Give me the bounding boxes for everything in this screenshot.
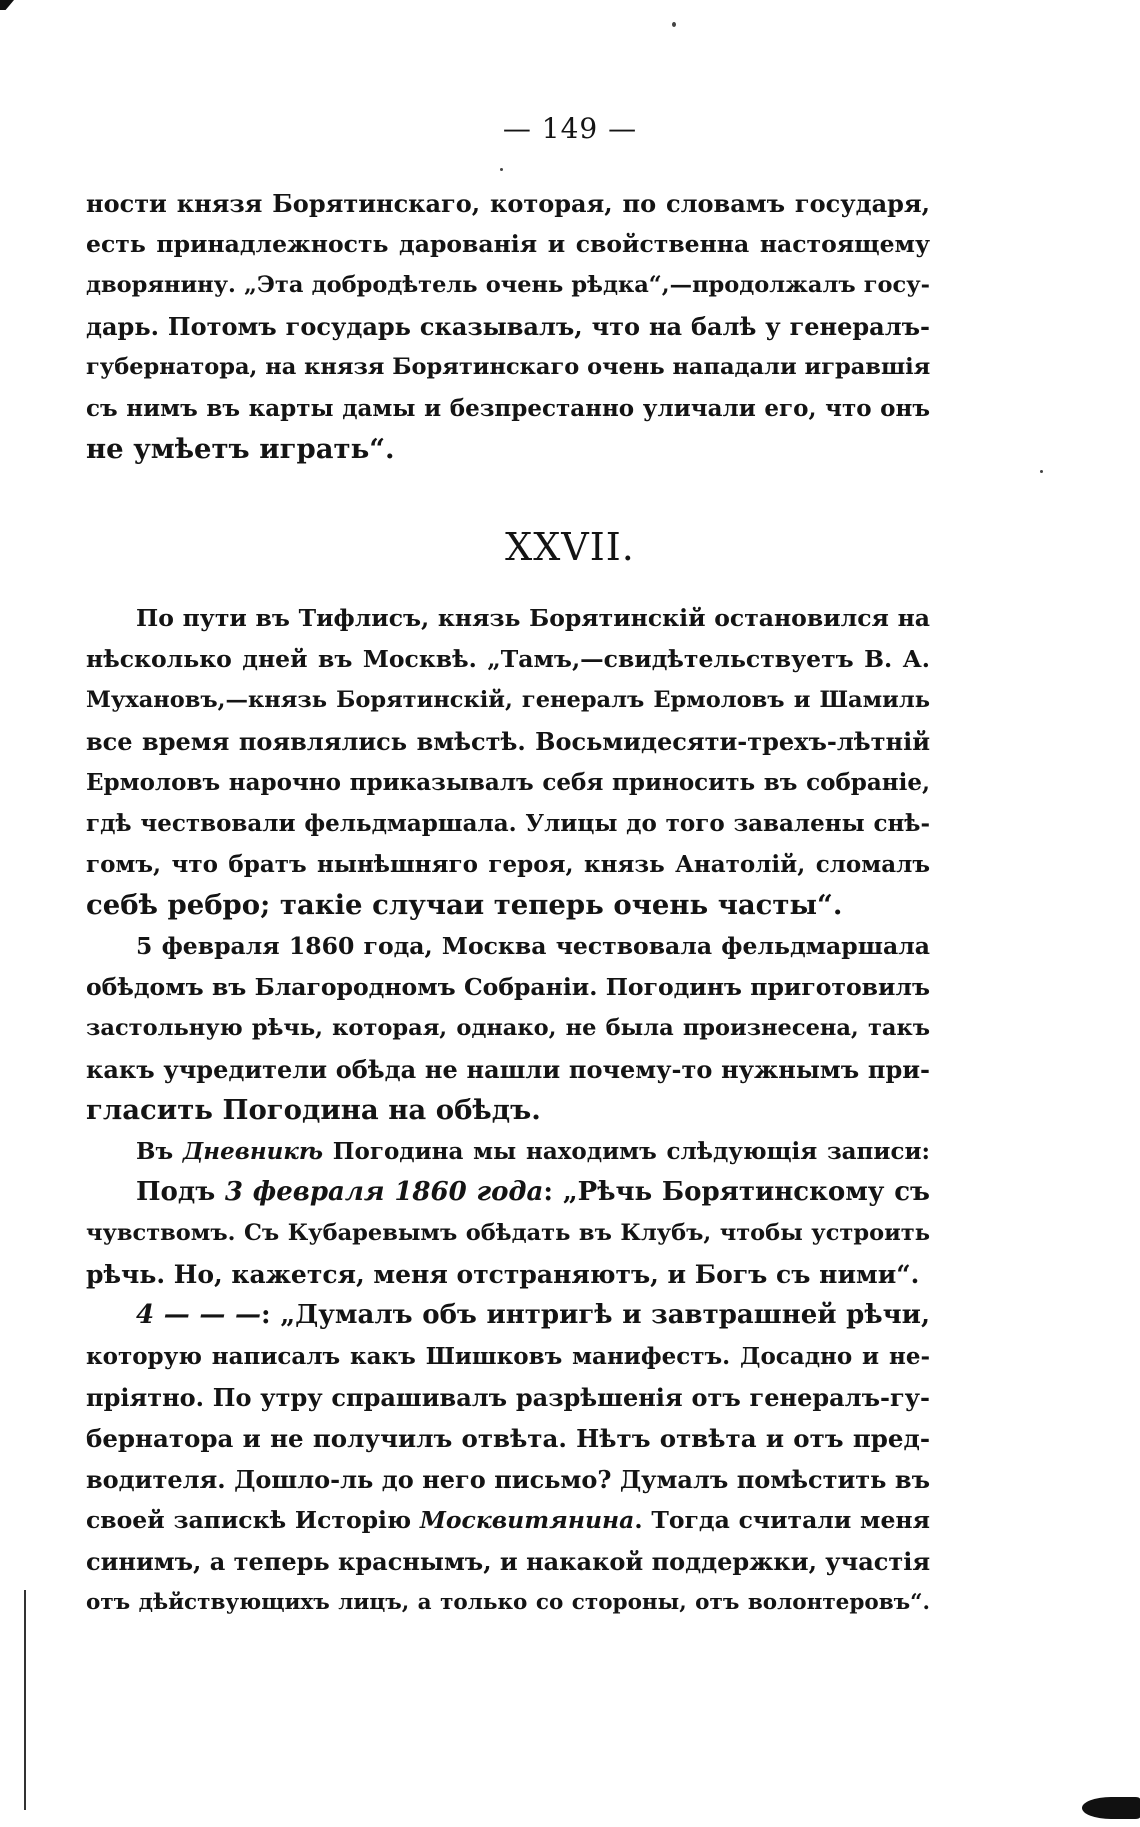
text-line: губернатора, на князя Борятинскаго очень нападали игравшія [86,354,931,380]
chapter-body [86,598,930,1623]
text-line: обѣдомъ въ Благородномъ Собраніи. Погодинъ приготовилъ [86,973,930,1001]
scan-left-edge [24,1590,26,1810]
text-line: чувствомъ. Съ Кубаревымъ обѣдать въ Клубъ, чтобы устроить [86,1220,930,1246]
scan-speck [1040,470,1043,473]
text-line: синимъ, а теперь краснымъ, и накакой поддержки, участія [86,1547,931,1576]
text-line: все время появлялись вмѣстѣ. Восьмидесяти-трехъ-лѣтній [86,727,930,756]
text-line-with-italic [86,1500,930,1541]
text-fragment: Подъ [136,1177,225,1207]
text-line: дворянину. „Эта добродѣтель очень рѣдка“,—продолжалъ госу- [86,272,930,298]
diary-entry-line [86,1172,930,1213]
text-fragment: Въ [136,1138,183,1165]
text-line: отъ дѣйствующихъ лицъ, а только со стороны, отъ волонтеровъ“. [86,1590,930,1615]
text-line: себѣ ребро; такіе случаи теперь очень часты“. [86,889,843,921]
text-line: ности князя Борятинскаго, которая, по словамъ государя, [86,189,930,218]
text-line: 5 февраля 1860 года, Москва чествовала фельдмаршала [136,932,930,960]
text-line: нѣсколько дней въ Москвѣ. „Тамъ,—свидѣтельствуетъ В. А. [86,645,930,673]
text-line: рѣчь. Но, кажется, меня отстраняютъ, и Богъ съ ними“. [86,1260,920,1289]
text-line: водителя. Дошло-ль до него письмо? Думалъ помѣстить въ [86,1465,930,1494]
italic-title: Москвитянина [419,1506,635,1534]
text-line: По пути въ Тифлисъ, князь Борятинскій остановился на [136,604,930,632]
text-line: не умѣетъ играть“. [86,433,395,465]
diary-intro-line [86,1131,930,1172]
text-line: застольную рѣчь, которая, однако, не была произнесена, такъ [86,1015,930,1041]
scan-smudge [1082,1797,1140,1819]
scan-speck [672,22,676,27]
text-fragment: : „Думалъ объ интригѣ и завтрашней рѣчи, [260,1300,931,1330]
text-fragment: своей запискѣ Исторію [86,1506,420,1534]
page-number: — 149 — [502,112,638,145]
scan-corner-mark [0,0,14,10]
text-fragment: Погодина мы находимъ слѣдующія записи: [323,1138,930,1165]
chapter-heading: XXVII. [505,525,635,569]
text-line: какъ учредители обѣда не нашли почему-то нужнымъ при- [86,1055,930,1084]
text-line: которую написалъ какъ Шишковъ манифестъ. Досадно и не- [86,1343,930,1370]
text-fragment: . Тогда считали меня [634,1506,930,1534]
text-line: гомъ, что братъ нынѣшняго героя, князь Анатолій, сломалъ [86,851,930,878]
scan-speck [500,168,503,171]
text-line: съ нимъ въ карты дамы и безпрестанно уличали его, что онъ [86,395,930,422]
text-line: Мухановъ,—князь Борятинскій, генералъ Ермоловъ и Шамиль [86,687,930,713]
continued-paragraph [86,183,930,470]
italic-date: 4 — — — [136,1300,261,1330]
text-line: пріятно. По утру спрашивалъ разрѣшенія отъ генералъ-гу- [86,1383,930,1412]
italic-title: Дневникѣ [182,1138,324,1165]
text-line: Ермоловъ нарочно приказывалъ себя приносить въ собраніе, [86,769,930,796]
text-line: дарь. Потомъ государь сказывалъ, что на балѣ у генералъ- [86,312,930,341]
text-line: бернатора и не получилъ отвѣта. Нѣтъ отвѣта и отъ пред- [86,1424,930,1453]
text-line: есть принадлежность дарованія и свойственна настоящему [86,230,930,258]
diary-entry-line [86,1295,930,1336]
text-line: гдѣ чествовали фельдмаршала. Улицы до того завалены снѣ- [86,810,930,837]
text-line: гласить Погодина на обѣдъ. [86,1094,541,1126]
italic-date: 3 февраля 1860 года [224,1177,544,1207]
text-fragment: : „Рѣчь Борятинскому съ [543,1177,930,1207]
